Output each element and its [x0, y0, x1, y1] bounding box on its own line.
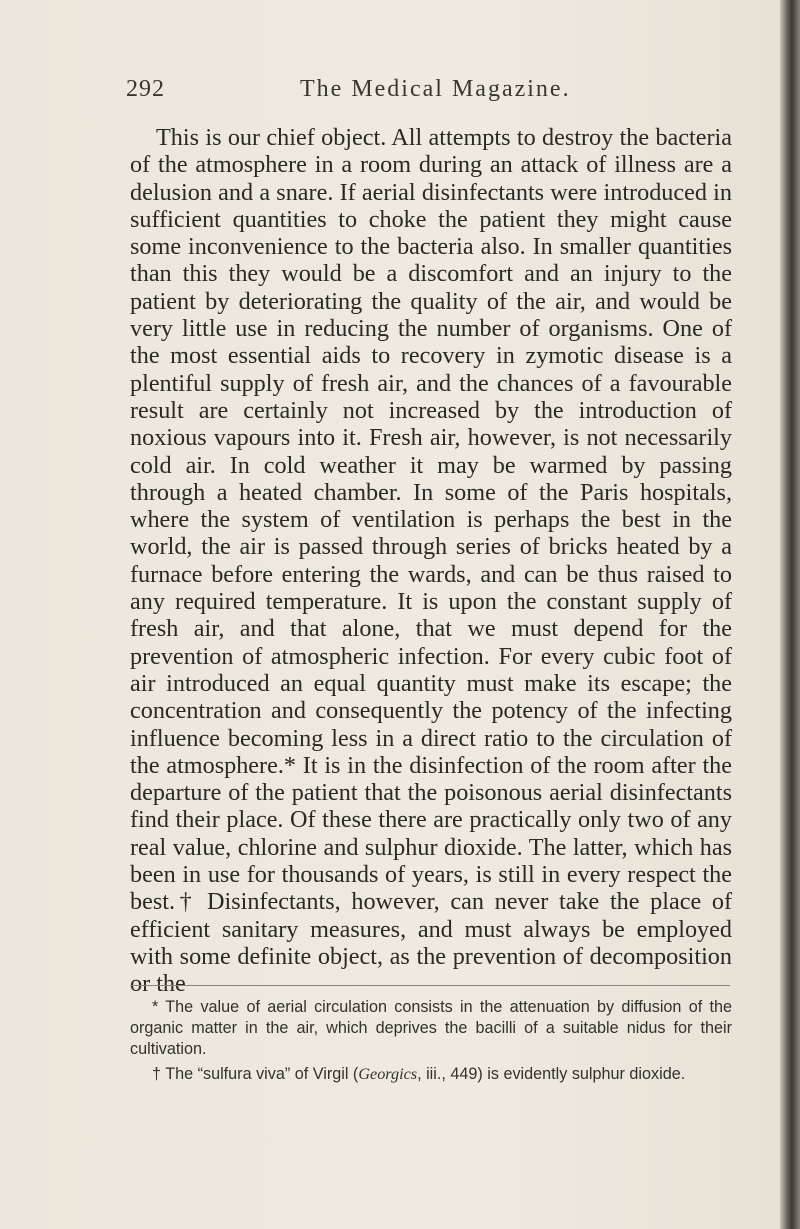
- footnote-2-text-b: , iii., 449) is evidently sulphur dioxide.: [417, 1065, 686, 1083]
- body-paragraph: This is our chief object. All attempts to destroy the bacteria of the atmosphere in a room during an attack of illness are a delusion and a snare. If aerial disinfectants were introduced in sufficient quantities to choke the patient they might cause some inconvenience to the bacteria also. In smaller quantities than this they would be a discomfort and an injury to the patient by deteriorating the quality of the air, and would be very little use in reducing the number of organisms. One of the most essential aids to recovery in zymotic disease is a plentiful supply of fresh air, and the chances of a favourable result are certainly not increased by the introduction of noxious vapours into it. Fresh air, however, is not necessarily cold air. In cold weather it may be warmed by passing through a heated chamber. In some of the Paris hospitals, where the system of ventilation is perhaps the best in the world, the air is passed through series of bricks heated by a furnace before entering the wards, and can be thus raised to any required temperature. It is upon the constant supply of fresh air, and that alone, that we must depend for the prevention of atmospheric infection. For every cubic foot of air introduced an equal quantity must make its escape; the concentration and consequently the potency of the infecting influence becoming less in a direct ratio to the circulation of the atmosphere.* It is in the disinfection of the room after the departure of the patient that the poisonous aerial disinfectants find their place. Of these there are practically only two of any real value, chlorine and sulphur dioxide. The latter, which has been in use for thousands of years, is still in every respect the best.† Disinfectants, however, can never take the place of efficient sanitary measures, and must always be employed with some definite object, as the prevention of decomposition or the: [130, 124, 732, 998]
- book-binding-edge: [780, 0, 800, 1229]
- footnote-2: [130, 1064, 732, 1085]
- footnote-2-text-a: † The “sulfura viva” of Virgil (: [152, 1065, 359, 1083]
- footnote-divider: [130, 985, 730, 986]
- running-title: The Medical Magazine.: [300, 76, 571, 102]
- page-number: 292: [126, 76, 165, 102]
- footnote-1: * The value of aerial circulation consists in the attenuation by diffusion of the organic matter in the air, which deprives the bacilli of a suitable nidus for their cultivation.: [130, 998, 732, 1058]
- footnote-2-title: Georgics: [358, 1065, 418, 1083]
